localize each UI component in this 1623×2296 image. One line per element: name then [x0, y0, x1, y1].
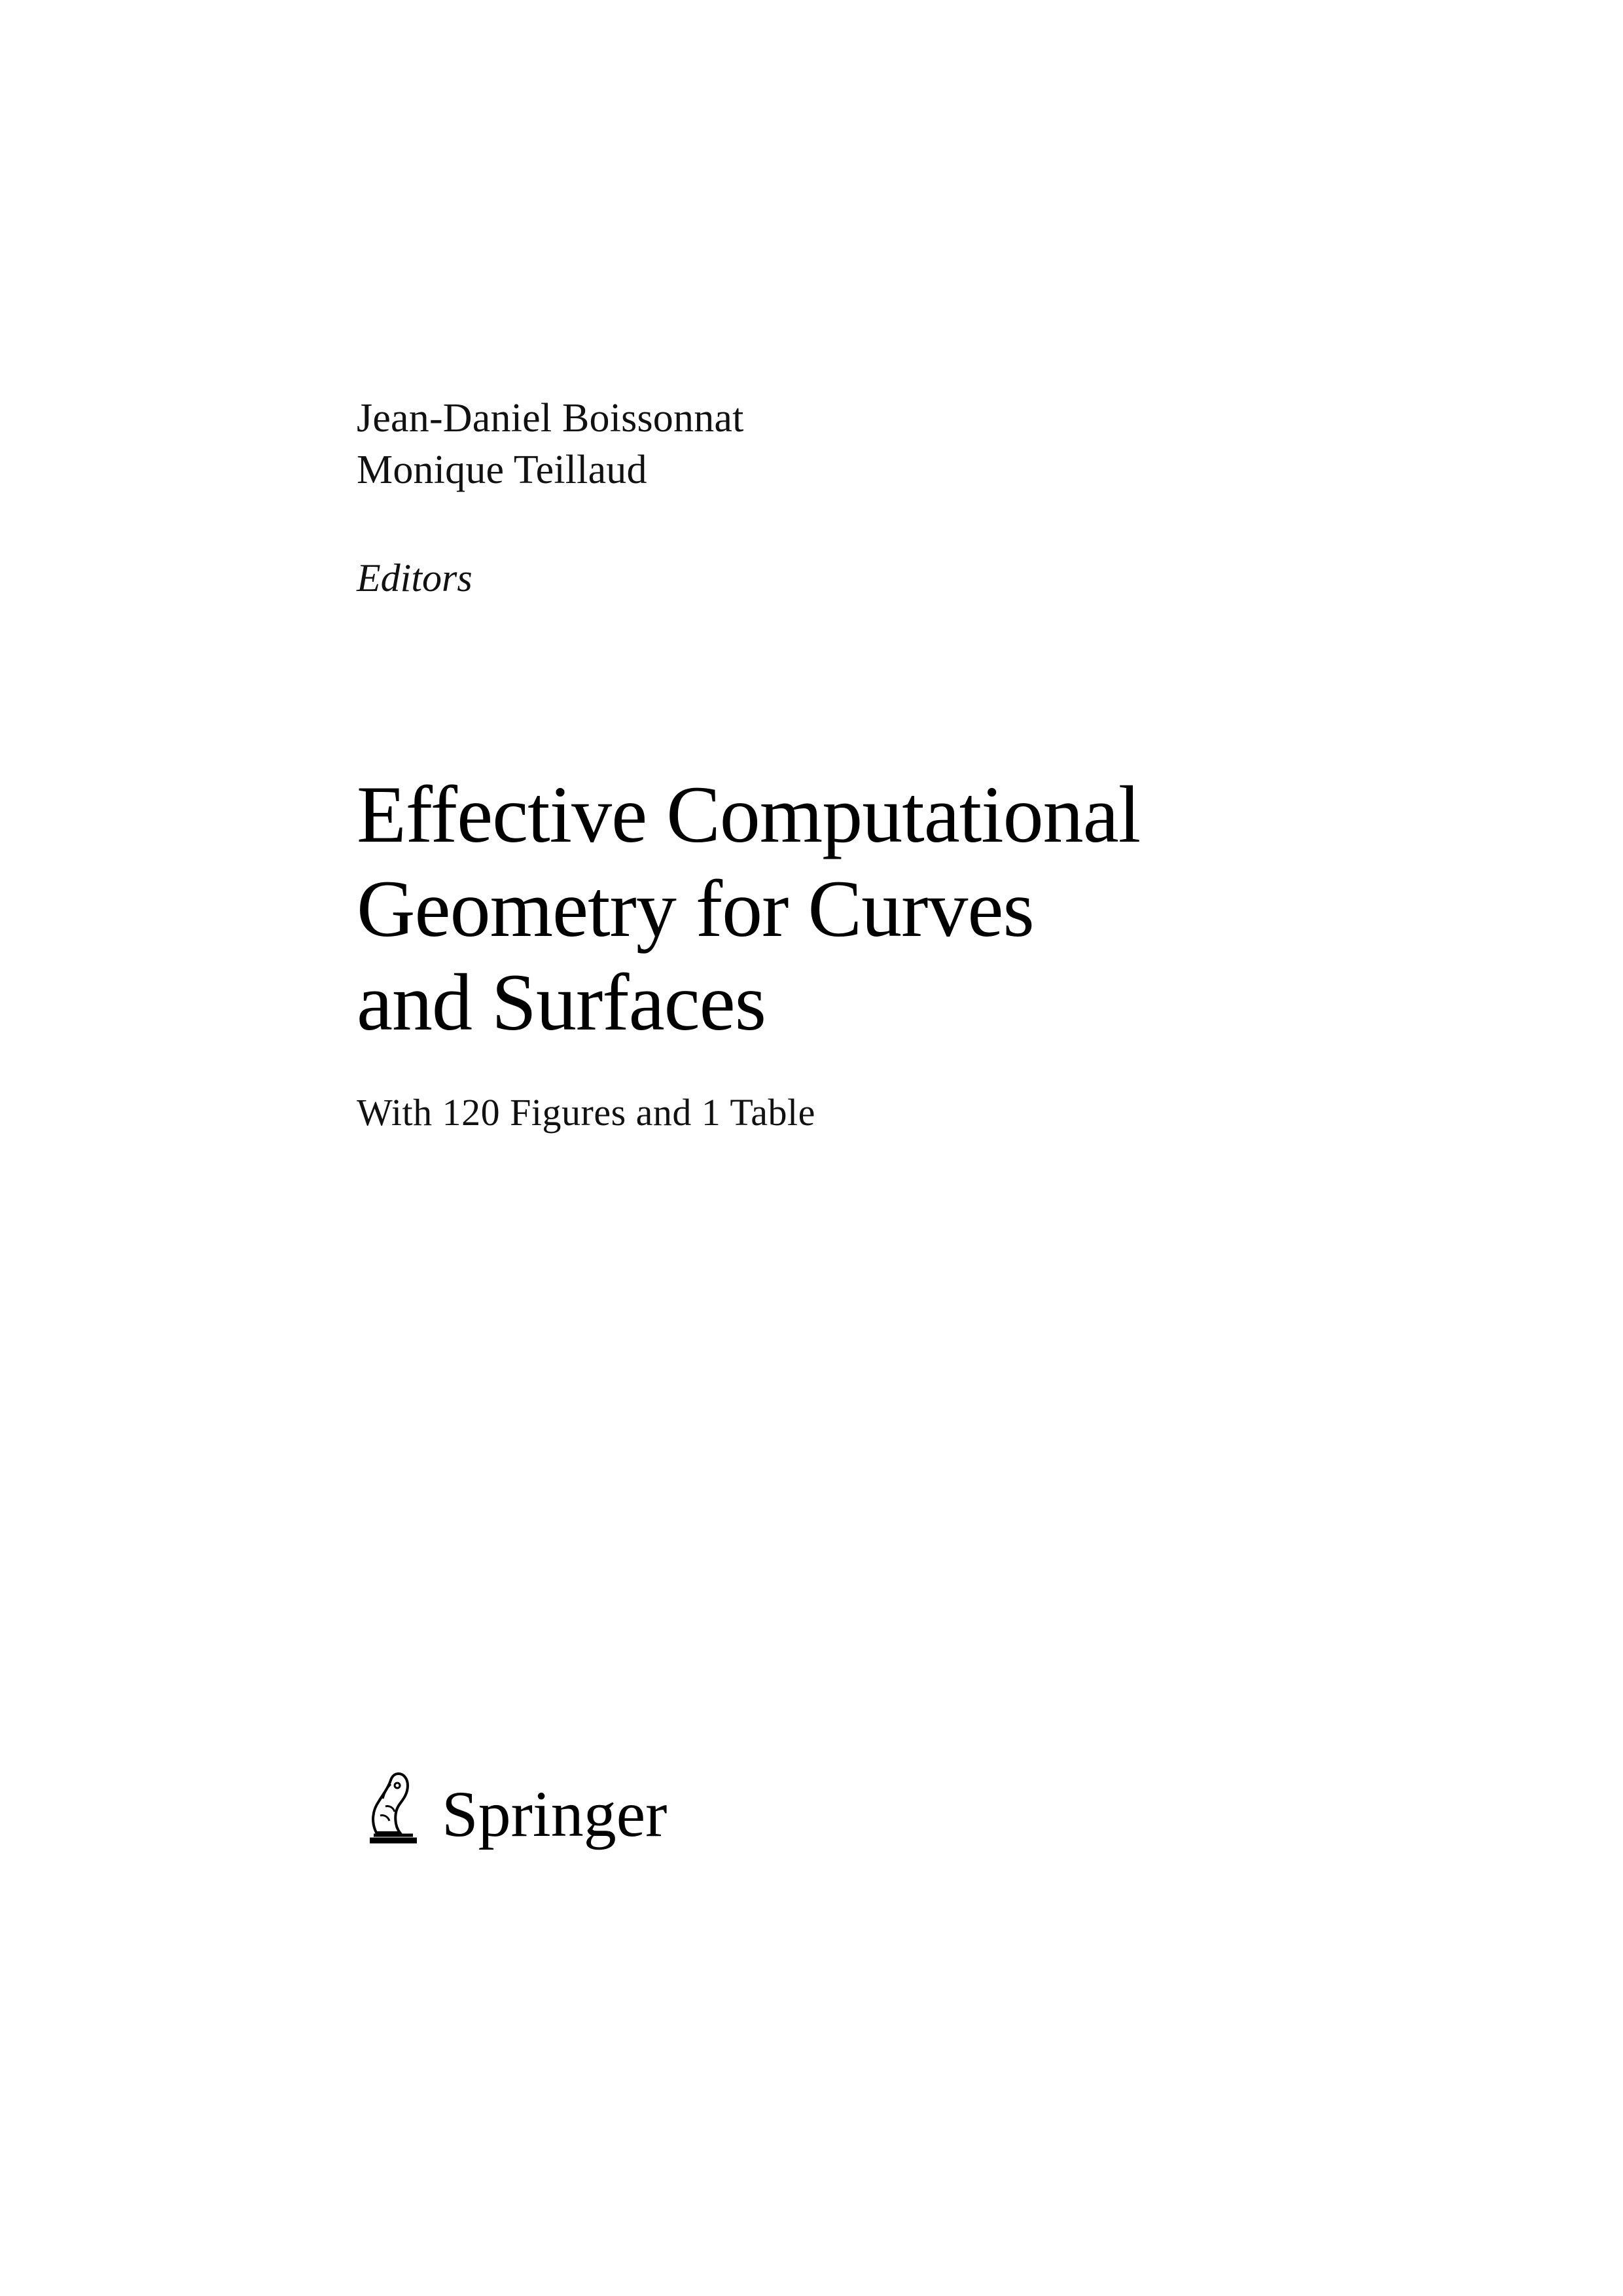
publisher-name: Springer — [442, 1778, 668, 1850]
title-line-1: Effective Computational — [357, 769, 1141, 859]
title-line-2: Geometry for Curves — [357, 863, 1034, 954]
editor-name-2: Monique Teillaud — [357, 448, 647, 493]
figures-tables-note: With 120 Figures and 1 Table — [357, 1091, 815, 1134]
springer-knight-icon — [357, 1767, 427, 1854]
title-line-3: and Surfaces — [357, 958, 766, 1048]
editor-names — [357, 393, 1338, 497]
title-block — [357, 393, 1338, 1134]
publisher-block — [357, 1767, 667, 1854]
page-title — [357, 768, 1338, 1050]
editor-name-1: Jean-Daniel Boissonnat — [357, 396, 744, 440]
editors-role-label: Editors — [357, 556, 473, 600]
